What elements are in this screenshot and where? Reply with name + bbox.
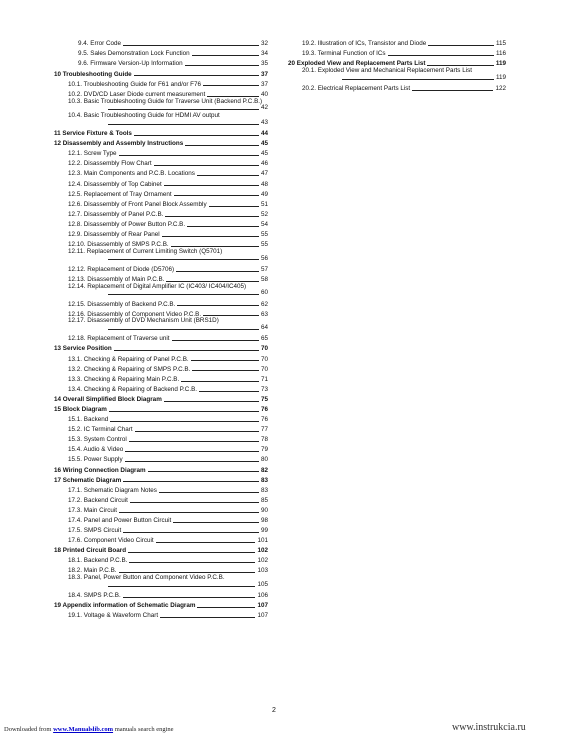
toc-entry-page: 70 xyxy=(260,355,268,363)
toc-entry-page: 40 xyxy=(260,90,268,98)
toc-entry[interactable] xyxy=(54,464,268,474)
toc-leader-line xyxy=(192,370,259,371)
toc-entry-label: 15.3. System Control xyxy=(68,436,127,444)
footer-suffix: manuals search engine xyxy=(114,726,174,733)
toc-entry-label: 16 Wiring Connection Diagram xyxy=(54,466,146,474)
toc-entry-page: 107 xyxy=(257,612,268,620)
toc-entry[interactable] xyxy=(54,219,268,229)
toc-entry[interactable] xyxy=(54,99,268,113)
toc-entry-label: 17.2. Backend Circuit xyxy=(68,496,128,504)
toc-leader-line xyxy=(123,532,259,533)
toc-entry-page: 54 xyxy=(260,220,268,228)
toc-entry-page: 62 xyxy=(260,300,268,308)
toc-entry-label: 18.3. Panel, Power Button and Component Video P.C.B. xyxy=(68,574,225,582)
toc-entry[interactable] xyxy=(54,454,268,464)
toc-leader-line xyxy=(166,281,259,282)
toc-leader-line xyxy=(174,195,259,196)
toc-entry-label: 17.5. SMPS Circuit xyxy=(68,527,122,535)
toc-entry-page: 82 xyxy=(260,466,268,474)
toc-entry-page: 58 xyxy=(260,275,268,283)
toc-entry-page: 107 xyxy=(257,602,268,610)
toc-entry-label: 12.14. Replacement of Digital Amplifier IC (IC403/ IC404/IC405) xyxy=(68,282,247,290)
toc-entry[interactable] xyxy=(54,229,268,239)
toc-entry-page: 34 xyxy=(260,50,268,58)
toc-entry[interactable] xyxy=(54,474,268,484)
toc-entry[interactable] xyxy=(54,363,268,373)
footer-prefix: Downloaded from xyxy=(4,726,52,733)
toc-leader-line xyxy=(159,492,259,493)
toc-entry-label: 12.3. Main Components and P.C.B. Locations xyxy=(68,170,195,178)
toc-entry[interactable] xyxy=(54,505,268,515)
toc-leader-line xyxy=(160,617,255,618)
toc-leader-line xyxy=(119,155,259,156)
toc-leader-line xyxy=(134,135,259,136)
toc-leader-line xyxy=(148,471,259,472)
toc-entry-label: 17.1. Schematic Diagram Notes xyxy=(68,486,157,494)
toc-entry-page: 35 xyxy=(260,60,268,68)
toc-entry[interactable] xyxy=(54,333,268,343)
toc-entry-page: 44 xyxy=(260,130,268,138)
toc-entry[interactable] xyxy=(54,394,268,404)
toc-column-right xyxy=(288,38,506,93)
toc-entry-page: 60 xyxy=(260,289,268,297)
toc-leader-line xyxy=(181,381,259,382)
toc-entry-label: 11 Service Fixture & Tools xyxy=(54,130,132,138)
toc-entry-page: 80 xyxy=(260,456,268,464)
toc-entry-page: 55 xyxy=(260,241,268,249)
toc-entry-label: 18.2. Main P.C.B. xyxy=(68,567,117,575)
toc-entry-label: 15.1. Backend xyxy=(68,416,109,424)
toc-entry-page: 106 xyxy=(257,592,268,600)
toc-entry-label: 17.6. Component Video Circuit xyxy=(68,537,154,545)
toc-entry[interactable] xyxy=(288,38,506,48)
toc-entry-page: 83 xyxy=(260,476,268,484)
toc-leader-line xyxy=(164,185,259,186)
toc-entry-label: 10 Troubleshooting Guide xyxy=(54,70,132,78)
toc-entry[interactable] xyxy=(288,83,506,93)
toc-entry-page: 47 xyxy=(260,170,268,178)
toc-entry[interactable] xyxy=(54,525,268,535)
toc-entry-page: 90 xyxy=(260,506,268,514)
toc-entry-page: 98 xyxy=(260,517,268,525)
toc-leader-line xyxy=(125,451,259,452)
toc-entry[interactable] xyxy=(54,38,268,48)
toc-entry-page: 49 xyxy=(260,190,268,198)
toc-leader-line xyxy=(412,90,493,91)
toc-entry-label: 12.13. Disassembly of Main P.C.B. xyxy=(68,275,165,283)
toc-entry-page: 122 xyxy=(495,85,506,93)
toc-entry[interactable] xyxy=(54,444,268,454)
toc-leader-line xyxy=(125,461,259,462)
toc-entry-label: 12 Disassembly and Assembly Instructions xyxy=(54,140,184,148)
toc-entry-label: 15 Block Diagram xyxy=(54,405,107,413)
toc-entry[interactable] xyxy=(54,600,268,610)
toc-entry[interactable] xyxy=(54,414,268,424)
toc-leader-line xyxy=(156,542,256,543)
toc-entry[interactable] xyxy=(54,555,268,565)
toc-leader-line xyxy=(108,294,259,295)
toc-entry-page: 45 xyxy=(260,140,268,148)
toc-entry-label: 14 Overall Simplified Block Diagram xyxy=(54,395,162,403)
toc-leader-line xyxy=(108,259,259,260)
toc-leader-line xyxy=(108,109,259,110)
toc-entry-label: 13.3. Checking & Repairing Main P.C.B. xyxy=(68,375,180,383)
toc-leader-line xyxy=(108,586,255,587)
toc-leader-line xyxy=(128,552,255,553)
toc-entry-label: 13.1. Checking & Repairing of Panel P.C.B. xyxy=(68,355,189,363)
toc-entry[interactable] xyxy=(54,188,268,198)
download-footer xyxy=(4,726,174,733)
toc-leader-line xyxy=(129,441,259,442)
toc-entry-page: 76 xyxy=(260,416,268,424)
toc-leader-line xyxy=(162,236,259,237)
toc-entry-label: 17.3. Main Circuit xyxy=(68,506,117,514)
toc-entry-label: 12.10. Disassembly of SMPS P.C.B. xyxy=(68,241,169,249)
toc-entry-label: 12.11. Replacement of Current Limiting Switch (Q5701) xyxy=(68,247,223,255)
toc-entry[interactable] xyxy=(54,128,268,138)
toc-entry-page: 76 xyxy=(260,405,268,413)
toc-entry-label: 10.2. DVD/CD Laser Diode current measurement xyxy=(68,90,206,98)
toc-entry[interactable] xyxy=(54,575,268,589)
toc-entry-label: 19.2. Illustration of ICs, Transistor and Diode xyxy=(302,40,427,48)
toc-entry-label: 12.9. Disassembly of Rear Panel xyxy=(68,230,160,238)
toc-entry-page: 70 xyxy=(260,345,268,353)
toc-entry-page: 85 xyxy=(260,496,268,504)
toc-entry[interactable] xyxy=(288,48,506,58)
toc-entry-label: 12.5. Replacement of Tray Ornament xyxy=(68,190,172,198)
toc-entry-label: 13.4. Checking & Repairing of Backend P.C.B. xyxy=(68,385,198,393)
toc-entry-page: 105 xyxy=(257,581,268,589)
toc-entry-label: 9.6. Firmware Version-Up Information xyxy=(78,60,183,68)
toc-column-left xyxy=(54,38,268,620)
toc-entry-page: 57 xyxy=(260,265,268,273)
toc-entry[interactable] xyxy=(54,168,268,178)
toc-entry[interactable] xyxy=(54,198,268,208)
toc-entry[interactable] xyxy=(288,68,506,82)
toc-entry-page: 32 xyxy=(260,40,268,48)
toc-leader-line xyxy=(165,216,259,217)
toc-leader-line xyxy=(428,45,494,46)
toc-leader-line xyxy=(191,360,259,361)
toc-entry-page: 116 xyxy=(495,50,506,58)
toc-leader-line xyxy=(173,522,259,523)
toc-leader-line xyxy=(203,85,259,86)
toc-entry-label: 15.5. Power Supply xyxy=(68,456,123,464)
toc-leader-line xyxy=(108,329,259,330)
toc-entry[interactable] xyxy=(54,545,268,555)
toc-leader-line xyxy=(123,597,256,598)
toc-entry-label: 13 Service Position xyxy=(54,345,112,353)
toc-entry-page: 102 xyxy=(257,547,268,555)
toc-entry-label: 12.16. Disassembly of Component Video P.C.B. xyxy=(68,310,202,318)
toc-entry-page: 55 xyxy=(260,230,268,238)
toc-entry[interactable] xyxy=(54,113,268,127)
toc-entry[interactable] xyxy=(54,353,268,363)
toc-leader-line xyxy=(119,572,256,573)
toc-leader-line xyxy=(427,65,493,66)
toc-entry-page: 64 xyxy=(260,324,268,332)
toc-entry-label: 19 Appendix information of Schematic Diagram xyxy=(54,602,196,610)
toc-entry[interactable] xyxy=(54,318,268,332)
toc-leader-line xyxy=(164,401,259,402)
toc-entry[interactable] xyxy=(54,384,268,394)
toc-entry-page: 56 xyxy=(260,254,268,262)
toc-entry[interactable] xyxy=(54,48,268,58)
toc-entry[interactable] xyxy=(54,610,268,620)
toc-entry[interactable] xyxy=(54,178,268,188)
toc-leader-line xyxy=(185,65,259,66)
toc-entry-page: 48 xyxy=(260,180,268,188)
toc-entry[interactable] xyxy=(54,515,268,525)
toc-entry-label: 17 Schematic Diagram xyxy=(54,476,122,484)
toc-entry[interactable] xyxy=(54,535,268,545)
toc-entry-label: 12.15. Disassembly of Backend P.C.B. xyxy=(68,300,176,308)
toc-entry-page: 115 xyxy=(495,40,506,48)
toc-leader-line xyxy=(203,315,259,316)
toc-entry[interactable] xyxy=(54,590,268,600)
toc-leader-line xyxy=(135,431,259,432)
toc-entry-label: 19.1. Voltage & Waveform Chart xyxy=(68,612,159,620)
toc-entry[interactable] xyxy=(54,138,268,148)
toc-entry[interactable] xyxy=(54,424,268,434)
toc-entry-page: 101 xyxy=(257,537,268,545)
toc-entry-page: 119 xyxy=(495,74,506,82)
toc-leader-line xyxy=(342,79,494,80)
toc-entry-page: 46 xyxy=(260,160,268,168)
toc-entry-page: 102 xyxy=(257,557,268,565)
toc-entry-page: 65 xyxy=(260,335,268,343)
toc-entry-label: 15.2. IC Terminal Chart xyxy=(68,426,133,434)
toc-entry-page: 37 xyxy=(260,80,268,88)
toc-entry-page: 103 xyxy=(257,567,268,575)
toc-entry-label: 12.4. Disassembly of Top Cabinet xyxy=(68,180,162,188)
toc-leader-line xyxy=(197,175,259,176)
toc-leader-line xyxy=(187,226,259,227)
toc-entry[interactable] xyxy=(54,263,268,273)
toc-entry[interactable] xyxy=(54,373,268,383)
toc-entry[interactable] xyxy=(54,434,268,444)
toc-entry-label: 12.18. Replacement of Traverse unit xyxy=(68,335,170,343)
toc-leader-line xyxy=(110,421,259,422)
toc-entry[interactable] xyxy=(54,158,268,168)
toc-leader-line xyxy=(123,45,259,46)
toc-leader-line xyxy=(171,246,259,247)
toc-entry-page: 70 xyxy=(260,365,268,373)
toc-entry-page: 83 xyxy=(260,486,268,494)
toc-entry[interactable] xyxy=(54,249,268,263)
toc-leader-line xyxy=(130,502,259,503)
toc-entry[interactable] xyxy=(54,68,268,78)
toc-entry-page: 43 xyxy=(260,118,268,126)
toc-entry-page: 79 xyxy=(260,446,268,454)
toc-entry-page: 42 xyxy=(260,104,268,112)
toc-entry-page: 119 xyxy=(495,60,506,68)
toc-leader-line xyxy=(177,305,259,306)
toc-entry-label: 10.4. Basic Troubleshooting Guide for HDMI AV output xyxy=(68,112,220,120)
toc-leader-line xyxy=(109,411,259,412)
toc-entry[interactable] xyxy=(54,404,268,414)
toc-entry-page: 75 xyxy=(260,395,268,403)
toc-entry-label: 15.4. Audio & Video xyxy=(68,446,124,454)
page-number: 2 xyxy=(272,707,276,714)
toc-leader-line xyxy=(119,512,259,513)
toc-leader-line xyxy=(154,165,259,166)
toc-leader-line xyxy=(129,562,255,563)
toc-entry[interactable] xyxy=(54,284,268,298)
watermark-text: www.instrukcia.ru xyxy=(452,722,526,733)
toc-leader-line xyxy=(192,55,259,56)
toc-entry-page: 37 xyxy=(260,70,268,78)
toc-entry-label: 12.12. Replacement of Diode (D5706) xyxy=(68,265,175,273)
toc-entry-page: 73 xyxy=(260,385,268,393)
toc-entry[interactable] xyxy=(54,495,268,505)
toc-entry-page: 52 xyxy=(260,210,268,218)
toc-leader-line xyxy=(207,96,259,97)
toc-leader-line xyxy=(185,145,259,146)
toc-entry-label: 12.17. Disassembly of DVD Mechanism Unit (BRS1D) xyxy=(68,317,219,325)
toc-entry[interactable] xyxy=(54,78,268,88)
toc-entry-label: 18.4. SMPS P.C.B. xyxy=(68,592,121,600)
toc-entry-label: 10.1. Troubleshooting Guide for F61 and/or F76 xyxy=(68,80,202,88)
toc-entry-label: 12.2. Disassembly Flow Chart xyxy=(68,160,152,168)
toc-entry[interactable] xyxy=(54,343,268,353)
toc-entry-label: 9.5. Sales Demonstration Lock Function xyxy=(78,50,190,58)
toc-leader-line xyxy=(197,607,255,608)
toc-entry-label: 10.3. Basic Troubleshooting Guide for Traverse Unit (Backend P.C.B.) xyxy=(68,97,263,105)
toc-entry-label: 18.1. Backend P.C.B. xyxy=(68,557,128,565)
toc-leader-line xyxy=(388,55,494,56)
toc-entry-label: 9.4. Error Code xyxy=(78,40,122,48)
toc-entry[interactable] xyxy=(54,484,268,494)
toc-entry-page: 51 xyxy=(260,200,268,208)
toc-entry-label: 12.6. Disassembly of Front Panel Block Assembly xyxy=(68,200,207,208)
toc-entry[interactable] xyxy=(54,209,268,219)
toc-leader-line xyxy=(176,271,259,272)
toc-entry[interactable] xyxy=(54,298,268,308)
toc-entry-label: 18 Printed Circuit Board xyxy=(54,547,127,555)
manualslib-link[interactable]: www.Manualslib.com xyxy=(53,726,114,733)
toc-entry-label: 20.2. Electrical Replacement Parts List xyxy=(302,85,411,93)
toc-entry-label: 13.2. Checking & Repairing of SMPS P.C.B. xyxy=(68,365,191,373)
toc-entry-page: 77 xyxy=(260,426,268,434)
toc-entry-label: 17.4. Panel and Power Button Circuit xyxy=(68,517,172,525)
toc-leader-line xyxy=(209,206,259,207)
toc-entry-label: 20.1. Exploded View and Mechanical Replacement Parts List xyxy=(302,67,472,75)
toc-entry-page: 78 xyxy=(260,436,268,444)
toc-entry[interactable] xyxy=(54,148,268,158)
toc-entry-label: 12.8. Disassembly of Power Button P.C.B. xyxy=(68,220,186,228)
toc-entry-page: 99 xyxy=(260,527,268,535)
toc-entry[interactable] xyxy=(54,58,268,68)
toc-entry-label: 20 Exploded View and Replacement Parts List xyxy=(288,60,426,68)
toc-leader-line xyxy=(123,481,259,482)
toc-leader-line xyxy=(108,124,259,125)
toc-entry-label: 12.1. Screw Type xyxy=(68,150,117,158)
toc-entry-page: 71 xyxy=(260,375,268,383)
toc-leader-line xyxy=(134,75,259,76)
toc-leader-line xyxy=(199,391,259,392)
toc-entry-page: 45 xyxy=(260,150,268,158)
toc-entry-page: 63 xyxy=(260,310,268,318)
toc-leader-line xyxy=(172,340,259,341)
toc-leader-line xyxy=(114,350,259,351)
toc-entry-label: 19.3. Terminal Function of ICs xyxy=(302,50,386,58)
toc-entry-label: 12.7. Disassembly of Panel P.C.B. xyxy=(68,210,164,218)
